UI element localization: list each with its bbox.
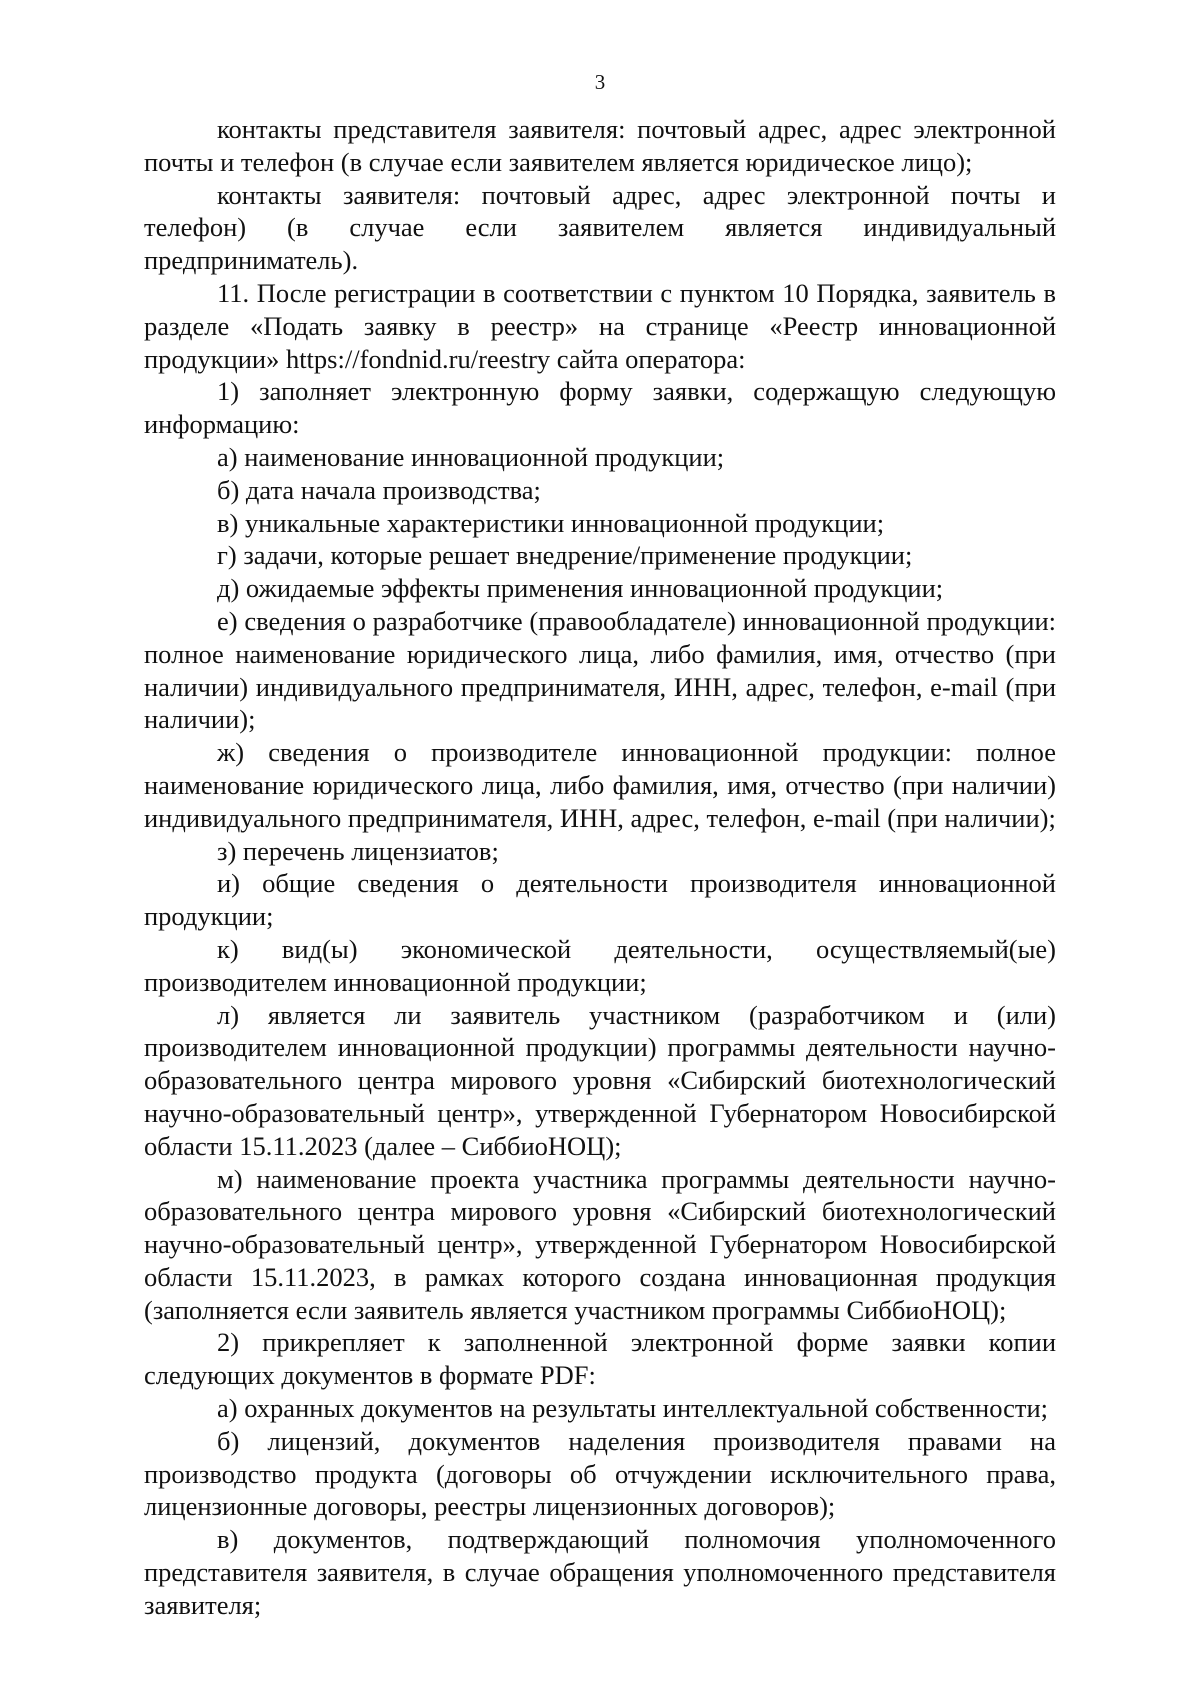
page-number: 3 [594, 70, 606, 94]
paragraph-subitem-2: 2) прикрепляет к заполненной электронной форме заявки копии следующих документов в формате PDF: [144, 1327, 1056, 1391]
list-item-b: б) дата начала производства; [217, 474, 541, 505]
list-item-zh: ж) сведения о производителе инновационной продукции: полное наименование юридического лица, либо фамилия, имя, отчество (при наличии) индивидуального предпринимателя, ИНН, адрес, телефон, e-mail (при наличии); [144, 737, 1056, 833]
list-item-a: а) наименование инновационной продукции; [217, 441, 725, 472]
attachment-item-v: в) документов, подтверждающий полномочия уполномоченного представителя заявителя, в случае обращения уполномоченного представителя заявителя; [144, 1524, 1056, 1620]
list-item-e: е) сведения о разработчике (правообладателе) инновационной продукции: полное наименование юридического лица, либо фамилия, имя, отчество (при наличии) индивидуального предпринимателя, ИНН, адрес, телефон, e-mail (при наличии); [144, 605, 1056, 735]
document-body [144, 113, 1056, 1622]
list-item-k: к) вид(ы) экономической деятельности, осуществляемый(ые) производителем инновационной продукции; [144, 933, 1056, 997]
paragraph-representative-contacts: контакты представителя заявителя: почтовый адрес, адрес электронной почты и телефон (в случае если заявителем является юридическое лицо); [144, 114, 1056, 177]
list-item-g: г) задачи, которые решает внедрение/применение продукции; [217, 540, 913, 571]
list-item-z: з) перечень лицензиатов; [217, 835, 499, 866]
attachment-item-b: б) лицензий, документов наделения производителя правами на производство продукта (договоры об отчуждении исключительного права, лицензионные договоры, реестры лицензионных договоров); [144, 1425, 1056, 1522]
list-item-d: д) ожидаемые эффекты применения инновационной продукции; [217, 573, 944, 604]
list-item-v: в) уникальные характеристики инновационной продукции; [217, 507, 885, 538]
paragraph-subitem-1: 1) заполняет электронную форму заявки, содержащую следующую информацию: [144, 376, 1056, 440]
list-item-i: и) общие сведения о деятельности производителя инновационной продукции; [144, 868, 1056, 932]
attachment-item-a: а) охранных документов на результаты интеллектуальной собственности; [217, 1393, 1048, 1424]
paragraph-item-11: 11. После регистрации в соответствии с пунктом 10 Порядка, заявитель в разделе «Подать заявку в реестр» на странице «Реестр инновационной продукции» https://fondnid.ru/reestry сайта оператора: [144, 277, 1056, 374]
paragraph-applicant-contacts: контакты заявителя: почтовый адрес, адрес электронной почты и телефон) (в случае если заявителем является индивидуальный предприниматель). [144, 179, 1056, 276]
list-item-m: м) наименование проекта участника программы деятельности научно-образовательного центра мирового уровня «Сибирский биотехнологический научно-образовательный центр», утвержденной Губернатором Новосибирской области 15.11.2023, в рамках которого создана инновационная продукция (заполняется если заявитель является участником программы СиббиоНОЦ); [144, 1163, 1056, 1325]
list-item-l: л) является ли заявитель участником (разработчиком и (или) производителем инновационной продукции) программы деятельности научно-образовательного центра мирового уровня «Сибирский биотехнологический научно-образовательный центр», утвержденной Губернатором Новосибирской области 15.11.2023 (далее – СиббиоНОЦ); [144, 999, 1056, 1161]
